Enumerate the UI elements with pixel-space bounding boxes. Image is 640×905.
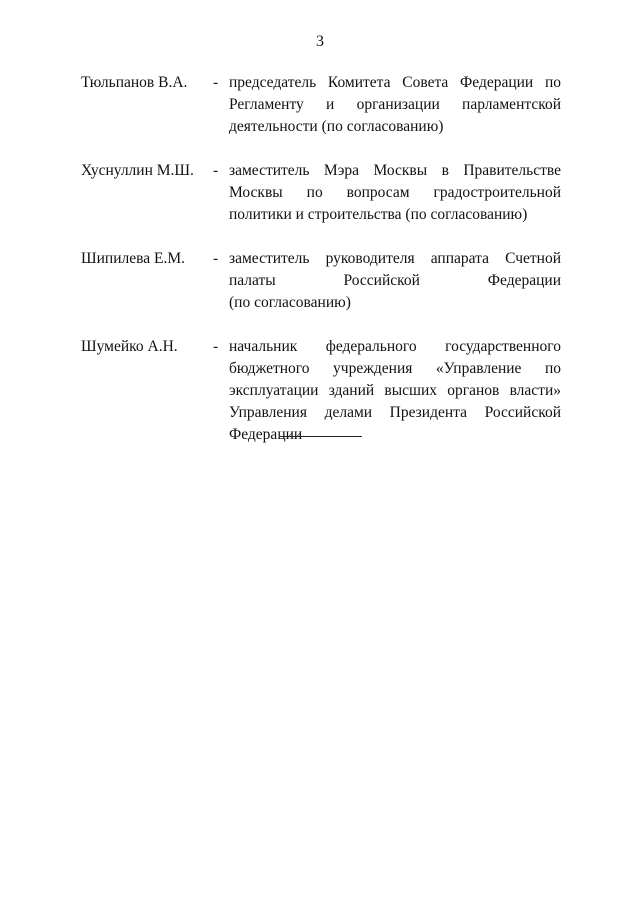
member-position: [229, 248, 561, 314]
member-position-line: заместитель руководителя аппарата Счетной: [229, 250, 561, 267]
member-position-line: деятельности (по согласованию): [229, 118, 444, 135]
member-list: [81, 72, 561, 446]
member-name: Тюльпанов В.А.: [81, 74, 188, 91]
member-position-line: председатель Комитета Совета Федерации по: [229, 74, 561, 91]
end-of-list-divider: [280, 436, 362, 437]
member-entry: [81, 160, 561, 226]
member-dash: -: [213, 74, 219, 91]
member-position-line: заместитель Мэра Москвы в Правительстве: [229, 162, 561, 179]
member-dash: -: [213, 338, 219, 355]
member-entry: [81, 248, 561, 314]
member-position-line: бюджетного учреждения «Управление по: [229, 360, 561, 377]
member-position: [229, 336, 561, 446]
member-position-line: Управления делами Президента Российской: [229, 404, 561, 421]
member-name: Шумейко А.Н.: [81, 338, 178, 355]
member-position-line: Федерации: [229, 426, 303, 443]
member-position: [229, 160, 561, 226]
member-entry: [81, 336, 561, 446]
member-position-line: Москвы по вопросам градостроительной: [229, 184, 561, 201]
member-position-line: Регламенту и организации парламентской: [229, 96, 561, 113]
member-dash: -: [213, 250, 219, 267]
member-position-line: (по согласованию): [229, 294, 351, 311]
member-entry: [81, 72, 561, 138]
member-name: Шипилева Е.М.: [81, 250, 186, 267]
member-name: Хуснуллин М.Ш.: [81, 162, 194, 179]
member-position: [229, 72, 561, 138]
member-position-line: политики и строительства (по согласованию): [229, 206, 528, 223]
member-position-line: начальник федерального государственного: [229, 338, 561, 355]
member-position-line: эксплуатации зданий высших органов власти»: [229, 382, 561, 399]
page-number: 3: [316, 33, 324, 50]
member-dash: -: [213, 162, 219, 179]
member-position-line: палаты Российской Федерации: [229, 272, 561, 289]
